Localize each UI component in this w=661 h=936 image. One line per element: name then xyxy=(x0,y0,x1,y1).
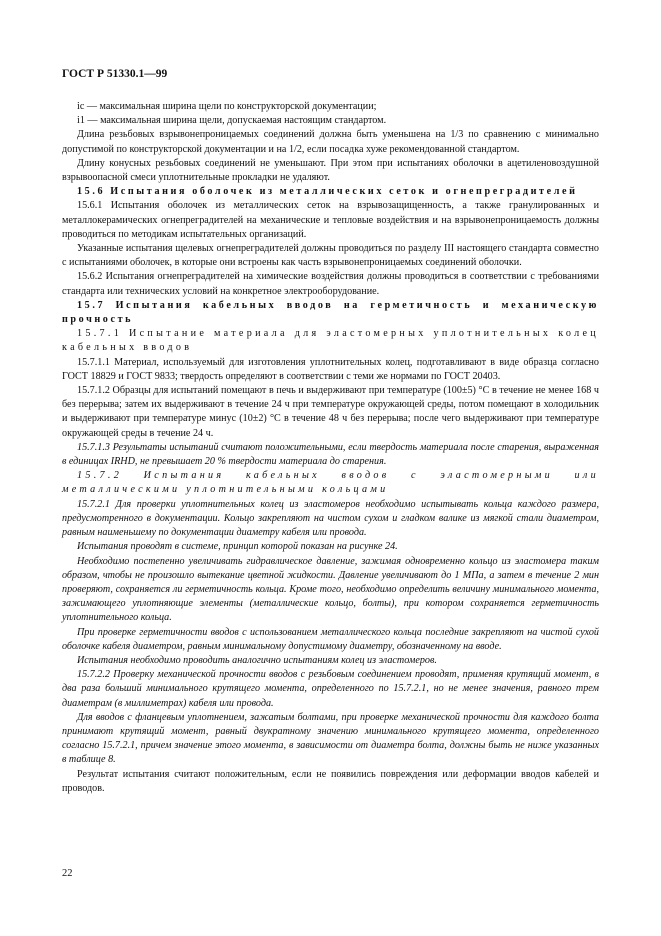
paragraph: 15.7 Испытания кабельных вводов на герметичность и механическую прочность xyxy=(62,299,599,326)
paragraph: Испытания необходимо проводить аналогично испытаниям колец из эластомеров. xyxy=(77,654,437,666)
paragraph: 15.7.1.2 Образцы для испытаний помещают в печь и выдерживают при температуре (100±5) °С в течение не менее 168 ч без перерыва; затем их выдерживают в течение 24 ч при температуре окружающей среды, потом помещают в холодильник и выдерживают при температуре минус (10±2) °С в течение 48 ч без перерыва; после чего выдерживают при температуре окружающей среды в течение 24 ч. xyxy=(62,385,599,439)
paragraph: Длину конусных резьбовых соединений не уменьшают. При этом при испытаниях оболочки в ацетиленовоздушной взрывоопасной смеси уплотнительные прокладки не удаляют. xyxy=(62,157,599,184)
paragraph: 15.7.1.1 Материал, используемый для изготовления уплотнительных колец, подготавливают в виде образца согласно ГОСТ 18829 и ГОСТ 9833; твердость определяют в соответствии с теми же нормами по ГОСТ 20403. xyxy=(62,356,599,382)
paragraph: 15.7.2.1 Для проверки уплотнительных колец из эластомеров необходимо испытывать кольца каждого размера, предусмотренного в документации. Кольцо закрепляют на чистом сухом и гладком валике из мягкой стали диаметром, равным наименьшему по документации диаметру кабеля или провода. xyxy=(62,498,599,539)
paragraph: Необходимо постепенно увеличивать гидравлическое давление, зажимая одновременно кольцо из эластомера таким образом, чтобы не произошло вытекание цветной жидкости. Давление увеличивают до 1 МПа, а затем в течение 2 мин проверяют, сохраняется ли герметичность кольца. Кроме того, необходимо определить величину минимального момента, зажимающего уплотняющие элементы (металлические кольцо, болты), при котором сохраняется герметичность уплотнительного кольца. xyxy=(62,555,599,624)
paragraph: 15.7.1 Испытание материала для эластомерных уплотнительных колец кабельных вводов xyxy=(62,328,599,354)
paragraph: 15.7.1.3 Результаты испытаний считают положительными, если твердость материала после старения, выраженная в единицах IRHD, не превышает 20 % твердости материала до старения. xyxy=(62,441,599,468)
document-body xyxy=(62,100,599,796)
paragraph: i1 — максимальная ширина щели, допускаемая настоящим стандартом. xyxy=(77,115,387,127)
paragraph: 15.7.2.2 Проверку механической прочности вводов с резьбовым соединением проводят, применяя крутящий момент, в два раза больший минимального крутящего момента, определенного по 15.7.2.1, но не менее значения, равного трем диаметрам (в миллиметрах) кабеля или провода. xyxy=(62,669,599,709)
paragraph: 15.6.2 Испытания огнепреградителей на химические воздействия должны проводиться в соответствии с требованиями стандарта или технических условий на конкретное электрооборудование. xyxy=(62,271,599,297)
paragraph: 15.6 Испытания оболочек из металлических сеток и огнепреградителей xyxy=(77,186,578,198)
paragraph: Указанные испытания щелевых огнепреградителей должны проводиться по разделу III настоящего стандарта совместно с испытаниями оболочек, в которые они встроены как часть взрывонепроницаемых соединений оболочки. xyxy=(62,243,599,269)
paragraph: 15.6.1 Испытания оболочек из металлических сеток на взрывозащищенность, а также гранулированных и металлокерамических огнепреградителей на механические и тепловые воздействия и на взрывонепроницаемость должны проводиться по методикам испытательных организаций. xyxy=(62,200,599,240)
paragraph: Испытания проводят в системе, принцип которой показан на рисунке 24. xyxy=(77,541,398,553)
paragraph: iс — максимальная ширина щели по конструкторской документации; xyxy=(77,101,377,112)
paragraph: Результат испытания считают положительным, если не появились повреждения или деформации вводов кабелей и проводов. xyxy=(62,768,599,794)
page-number: 22 xyxy=(62,868,73,879)
paragraph: Длина резьбовых взрывонепроницаемых соединений должна быть уменьшена на 1/3 по сравнению с минимально допустимой по конструкторской документации и на 1/2, если посадка хуже рекомендованной стандартом. xyxy=(62,129,599,155)
paragraph: 15.7.2 Испытания кабельных вводов с эластомерными или металлическими уплотнительными кольцами xyxy=(62,470,599,496)
paragraph: Для вводов с фланцевым уплотнением, зажатым болтами, при проверке механической прочности для каждого болта принимают крутящий момент, равный двукратному значению минимального крутящего момента, определенного согласно 15.7.2.1, причем значение этого момента, в зависимости от диаметра болта, должны быть не ниже указанных в таблице 8. xyxy=(62,711,599,766)
document-header: ГОСТ Р 51330.1—99 xyxy=(62,68,168,80)
paragraph: При проверке герметичности вводов с использованием металлического кольца последние закрепляют на чистой сухой оболочке кабеля диаметром, равным минимальному допустимому диаметру, обозначенному на вводе. xyxy=(62,626,599,652)
